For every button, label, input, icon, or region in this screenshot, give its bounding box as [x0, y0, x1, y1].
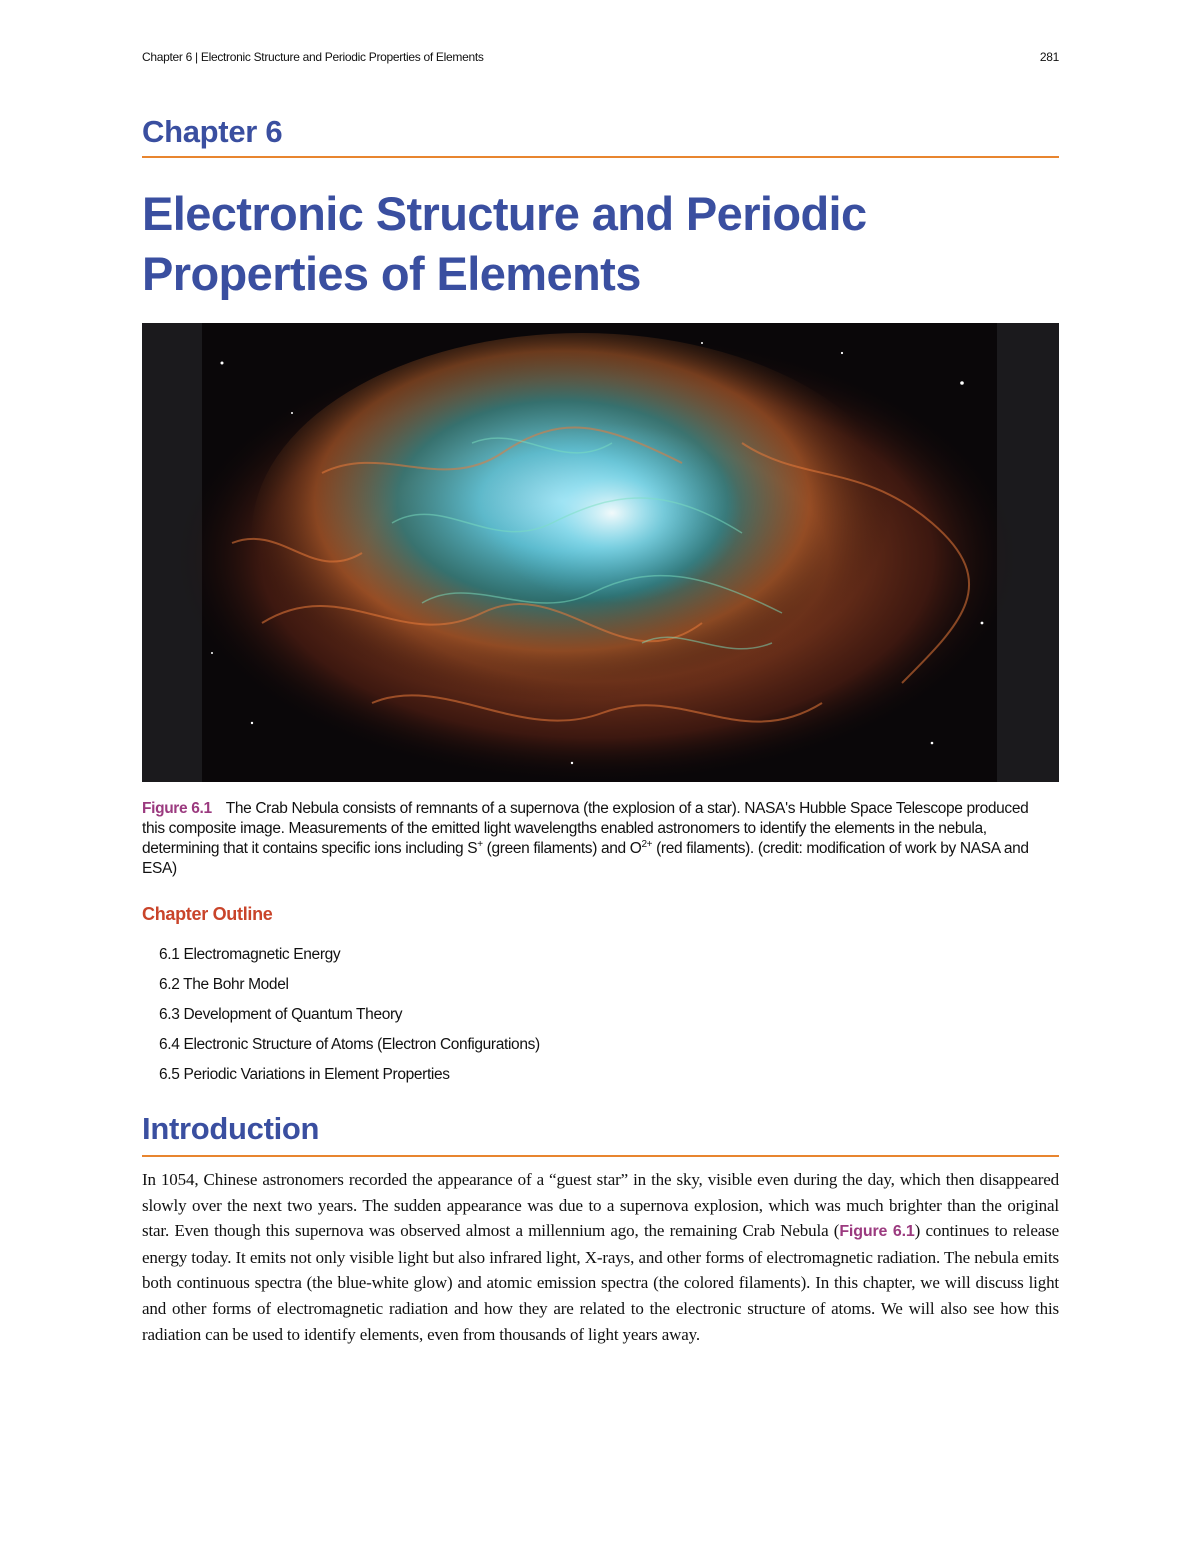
- chapter-outline-list: [159, 940, 540, 1090]
- figure-caption: [142, 799, 1042, 879]
- outline-item[interactable]: 6.2 The Bohr Model: [159, 976, 289, 993]
- running-header: [142, 50, 1059, 66]
- page-number: 281: [1039, 50, 1059, 64]
- chapter-title: Electronic Structure and Periodic Properties of Elements: [142, 187, 867, 300]
- intro-text-2: ) continues to release energy today. It emits not only visible light but also infrared light, X-rays, and other forms of electromagnetic radiation. The nebula emits both continuous spectra (the blue-white glow) and atomic emission spectra (the colored filaments). In this chapter, we will discuss light and other forms of electromagnetic radiation and how they are related to the electronic structure of atoms. We will also see how this radiation can be used to identify elements, even from thousands of light years away.: [142, 1221, 1059, 1344]
- outline-item[interactable]: 6.5 Periodic Variations in Element Properties: [159, 1066, 450, 1083]
- introduction-heading: Introduction: [142, 1111, 320, 1146]
- introduction-paragraph: [142, 1167, 1059, 1347]
- intro-text-1: In 1054, Chinese astronomers recorded the appearance of a “guest star” in the sky, visible even during the day, which then disappeared slowly over the next two years. The sudden appearance was due to a supernova explosion, which was much brighter than the original star. Even though this supernova was observed almost a millennium ago, the remaining Crab Nebula (: [142, 1170, 1059, 1241]
- sulfur-ion-charge: +: [477, 838, 483, 850]
- outline-item[interactable]: 6.4 Electronic Structure of Atoms (Electron Configurations): [159, 1036, 540, 1053]
- introduction-rule: [142, 1155, 1059, 1157]
- caption-text-3: (red filaments). (credit: modification of work by NASA and ESA): [142, 840, 1029, 877]
- chapter-label-rule: [142, 156, 1059, 158]
- figure-label: Figure 6.1: [142, 800, 212, 817]
- caption-text-2: (green filaments) and O: [482, 840, 642, 857]
- oxygen-ion-charge: 2+: [641, 838, 653, 850]
- nebula-image: [142, 323, 1059, 782]
- outline-item[interactable]: 6.3 Development of Quantum Theory: [159, 1006, 403, 1023]
- figure-reference-link[interactable]: Figure 6.1: [839, 1223, 915, 1241]
- chapter-label: Chapter 6: [142, 114, 283, 149]
- chapter-outline-heading: Chapter Outline: [142, 904, 273, 924]
- running-title: Chapter 6 | Electronic Structure and Periodic Properties of Elements: [142, 50, 484, 64]
- caption-text-1: The Crab Nebula consists of remnants of a supernova (the explosion of a star). NASA's Hubble Space Telescope produced this composite image. Measurements of the emitted light wavelengths enabled astronomers to identify the elements in the nebula, determining that it contains specific ions including S: [142, 800, 1029, 857]
- outline-item[interactable]: 6.1 Electromagnetic Energy: [159, 946, 341, 963]
